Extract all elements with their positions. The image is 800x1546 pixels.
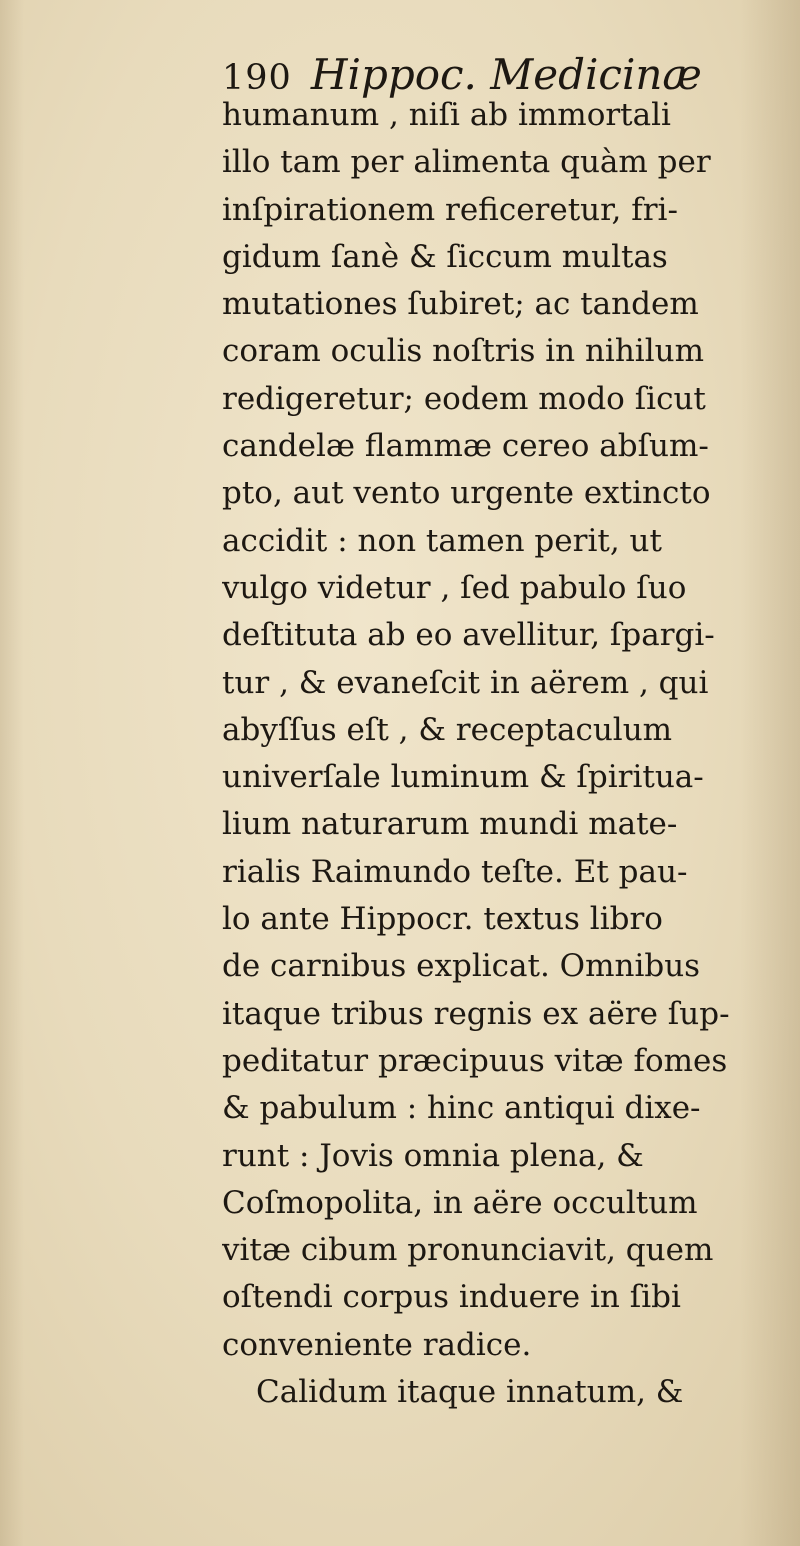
text-line: lo ante Hippocr. textus libro [222,901,663,938]
text-line: lium naturarum mundi mate- [222,806,678,843]
text-line: candelæ flammæ cereo abſum- [222,428,709,465]
page-header [222,50,702,98]
text-line: de carnibus explicat. Omnibus [222,948,701,985]
text-line: accidit : non tamen perit, ut [222,522,662,559]
text-line: univerſale luminum & ſpiritua- [222,759,704,796]
text-line: abyſſus eſt , & receptaculum [222,711,673,748]
text-line: pto, aut vento urgente extincto [222,475,711,512]
text-line: inſpirationem reficeretur, fri- [222,191,678,228]
text-line: coram oculis noſtris in nihilum [222,333,704,370]
text-line: rialis Raimundo teſte. Et pau- [222,853,688,890]
text-line: & pabulum : hinc antiqui dixe- [222,1090,701,1127]
paragraph-start-line: Calidum itaque innatum, & [256,1374,684,1411]
text-line: illo tam per alimenta quàm per [222,144,711,181]
page-left-edge-shadow [0,0,24,1546]
text-line: gidum ſanè & ſiccum multas [222,238,668,275]
text-line: runt : Jovis omnia plena, & [222,1137,644,1174]
text-line: oſtendi corpus induere in ſibi [222,1279,681,1316]
text-line: mutationes ſubiret; ac tandem [222,286,699,323]
text-line: Coſmopolita, in aëre occultum [222,1184,698,1221]
text-line: conveniente radice. [222,1326,532,1363]
page-number: 190 [222,58,292,98]
text-line: humanum , niſi ab immortali [222,97,671,133]
text-line: deſtituta ab eo avellitur, ſpargi- [222,617,715,654]
text-line: peditatur præcipuus vitæ fomes [222,1042,728,1079]
running-title: Hippoc. Medicinæ [310,50,702,99]
text-line: tur , & evaneſcit in aërem , qui [222,664,709,701]
text-line: redigeretur; eodem modo ſicut [222,380,706,417]
body-text [222,92,770,1416]
text-line: vulgo videtur , ſed pabulo ſuo [222,569,687,606]
text-line: vitæ cibum pronunciavit, quem [222,1232,714,1269]
text-line: itaque tribus regnis ex aëre ſup- [222,995,730,1032]
